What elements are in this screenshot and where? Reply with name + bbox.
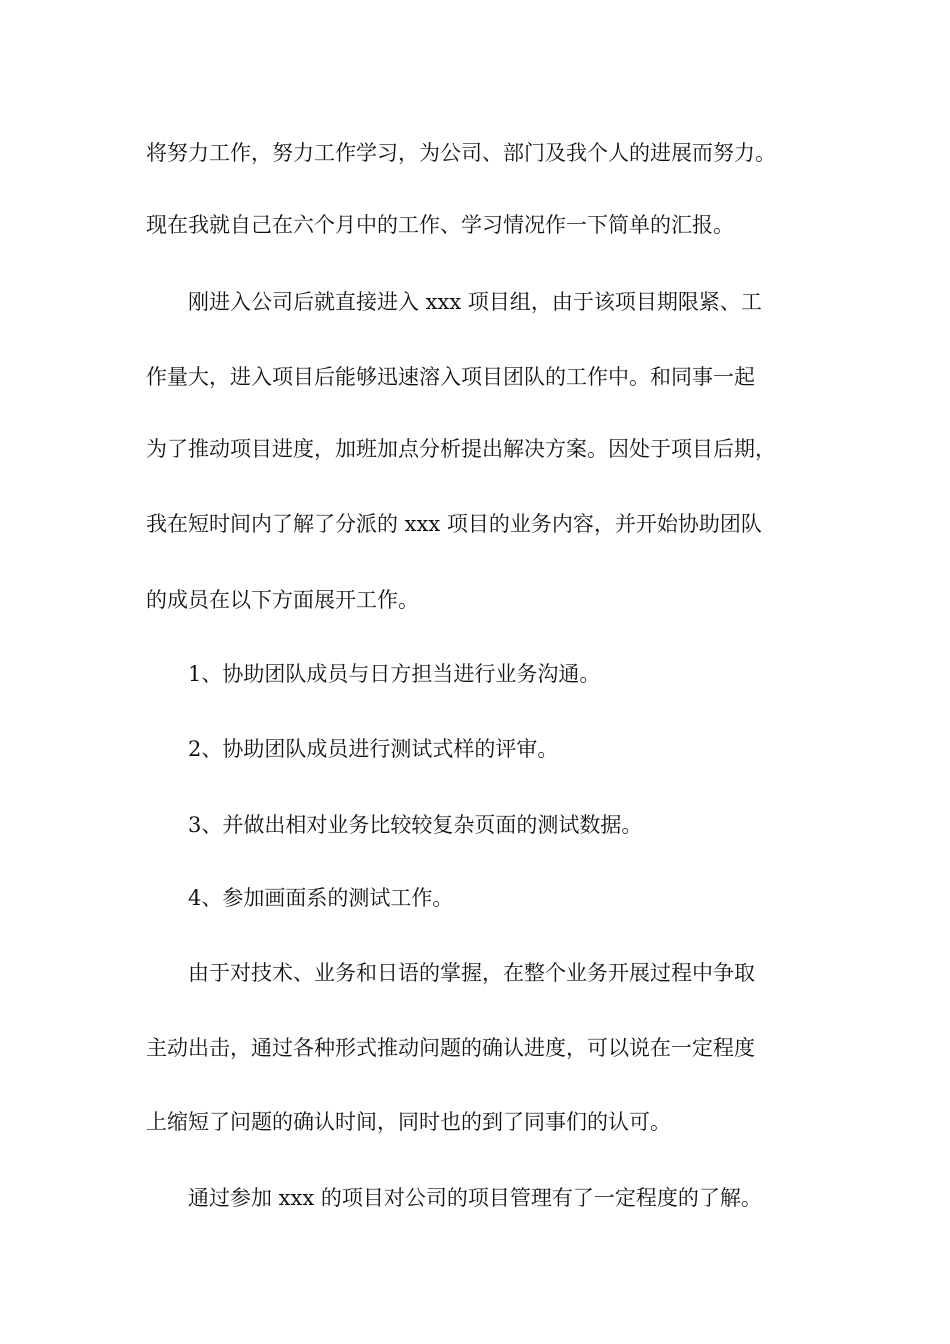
body-text-line: 现在我就自己在六个月中的工作、学习情况作一下简单的汇报。 [146,213,734,237]
paragraph-first-line: 通过参加 xxx 的项目对公司的项目管理有了一定程度的了解。 [188,1186,762,1210]
list-item: 2、协助团队成员进行测试式样的评审。 [188,737,559,761]
body-text-line: 作量大，进入项目后能够迅速溶入项目团队的工作中。和同事一起 [146,365,755,389]
body-text-line: 主动出击，通过各种形式推动问题的确认进度，可以说在一定程度 [146,1036,755,1060]
paragraph-first-line: 刚进入公司后就直接进入 xxx 项目组，由于该项目期限紧、工 [188,290,762,314]
body-text-line: 将努力工作，努力工作学习，为公司、部门及我个人的进展而努力。 [146,141,776,165]
paragraph-first-line: 由于对技术、业务和日语的掌握，在整个业务开展过程中争取 [188,961,755,985]
list-item: 4、参加画面系的测试工作。 [188,886,454,910]
list-item: 3、并做出相对业务比较较复杂页面的测试数据。 [188,813,643,837]
body-text-line: 为了推动项目进度，加班加点分析提出解决方案。因处于项目后期， [146,437,776,461]
list-item: 1、协助团队成员与日方担当进行业务沟通。 [188,662,601,686]
body-text-line: 上缩短了问题的确认时间，同时也的到了同事们的认可。 [146,1110,671,1134]
body-text-line: 我在短时间内了解了分派的 xxx 项目的业务内容，并开始协助团队 [146,512,762,536]
body-text-line: 的成员在以下方面展开工作。 [146,588,419,612]
